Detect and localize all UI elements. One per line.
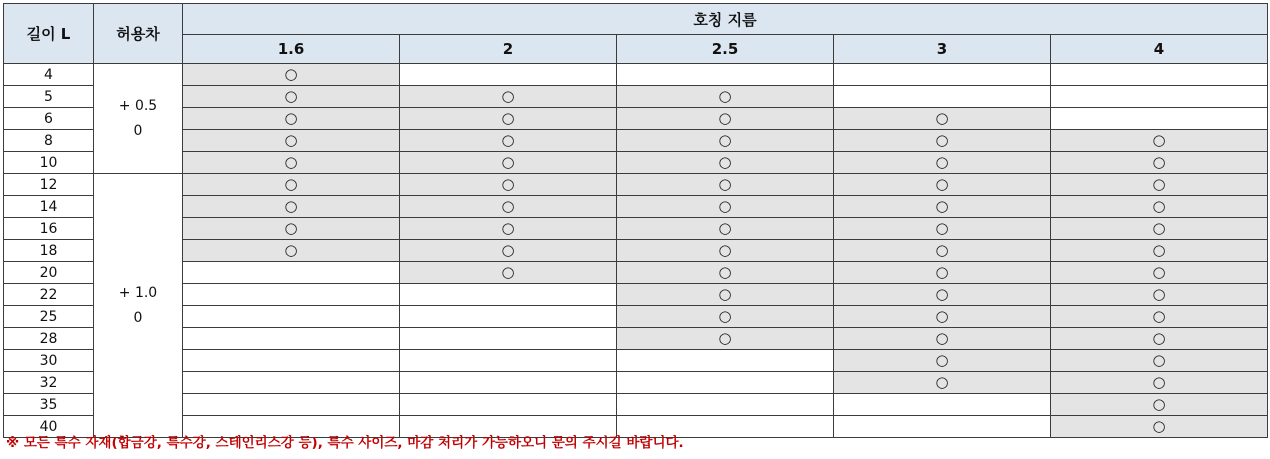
available-cell: [617, 130, 834, 152]
circle-mark-icon: ○: [501, 109, 515, 127]
length-value: 30: [4, 350, 94, 372]
tolerance-value: [94, 174, 183, 438]
available-cell: [1051, 328, 1268, 350]
tolerance-lower: 0: [133, 309, 143, 326]
table-row: [4, 86, 1268, 108]
circle-mark-icon: ○: [501, 219, 515, 237]
circle-mark-icon: ○: [718, 307, 732, 325]
circle-mark-icon: ○: [1152, 351, 1166, 369]
length-value: 40: [4, 416, 94, 438]
circle-mark-icon: ○: [284, 65, 298, 83]
available-cell: [1051, 130, 1268, 152]
empty-cell: [834, 394, 1051, 416]
length-value: 6: [4, 108, 94, 130]
table-row: [4, 174, 1268, 196]
available-cell: [400, 108, 617, 130]
tolerance-column-header: 허용차: [94, 4, 183, 64]
tolerance-value: [94, 64, 183, 174]
available-cell: [834, 196, 1051, 218]
empty-cell: [183, 328, 400, 350]
available-cell: [617, 174, 834, 196]
available-cell: [183, 174, 400, 196]
available-cell: [834, 350, 1051, 372]
available-cell: [183, 152, 400, 174]
table-row: [4, 262, 1268, 284]
circle-mark-icon: ○: [1152, 373, 1166, 391]
available-cell: [400, 174, 617, 196]
empty-cell: [183, 284, 400, 306]
available-cell: [834, 328, 1051, 350]
empty-cell: [400, 328, 617, 350]
tolerance-upper: + 0.5: [118, 97, 158, 114]
circle-mark-icon: ○: [935, 197, 949, 215]
available-cell: [617, 240, 834, 262]
length-value: 4: [4, 64, 94, 86]
available-cell: [1051, 372, 1268, 394]
available-cell: [1051, 416, 1268, 438]
circle-mark-icon: ○: [501, 197, 515, 215]
empty-cell: [183, 306, 400, 328]
available-cell: [834, 152, 1051, 174]
available-cell: [1051, 240, 1268, 262]
circle-mark-icon: ○: [1152, 263, 1166, 281]
circle-mark-icon: ○: [718, 109, 732, 127]
circle-mark-icon: ○: [284, 197, 298, 215]
available-cell: [834, 284, 1051, 306]
circle-mark-icon: ○: [935, 329, 949, 347]
circle-mark-icon: ○: [935, 285, 949, 303]
empty-cell: [1051, 86, 1268, 108]
empty-cell: [183, 394, 400, 416]
available-cell: [400, 152, 617, 174]
circle-mark-icon: ○: [1152, 285, 1166, 303]
circle-mark-icon: ○: [501, 87, 515, 105]
circle-mark-icon: ○: [1152, 197, 1166, 215]
available-cell: [1051, 218, 1268, 240]
circle-mark-icon: ○: [1152, 417, 1166, 435]
circle-mark-icon: ○: [284, 153, 298, 171]
available-cell: [183, 240, 400, 262]
table-header: [4, 4, 1268, 64]
table-row: [4, 130, 1268, 152]
available-cell: [1051, 174, 1268, 196]
circle-mark-icon: ○: [935, 351, 949, 369]
circle-mark-icon: ○: [1152, 153, 1166, 171]
available-cell: [1051, 284, 1268, 306]
table-row: [4, 196, 1268, 218]
table-row: [4, 306, 1268, 328]
length-diameter-table: [3, 3, 1268, 438]
available-cell: [617, 284, 834, 306]
available-cell: [617, 262, 834, 284]
available-cell: [400, 240, 617, 262]
tolerance-upper: + 1.0: [118, 284, 158, 301]
circle-mark-icon: ○: [718, 197, 732, 215]
available-cell: [834, 262, 1051, 284]
available-cell: [834, 372, 1051, 394]
available-cell: [834, 218, 1051, 240]
circle-mark-icon: ○: [718, 153, 732, 171]
circle-mark-icon: ○: [1152, 175, 1166, 193]
available-cell: [183, 218, 400, 240]
available-cell: [834, 130, 1051, 152]
circle-mark-icon: ○: [935, 373, 949, 391]
circle-mark-icon: ○: [501, 131, 515, 149]
available-cell: [834, 174, 1051, 196]
circle-mark-icon: ○: [1152, 307, 1166, 325]
circle-mark-icon: ○: [501, 263, 515, 281]
available-cell: [183, 64, 400, 86]
available-cell: [617, 108, 834, 130]
available-cell: [183, 108, 400, 130]
table-row: [4, 284, 1268, 306]
table-body: [4, 64, 1268, 438]
table-row: [4, 64, 1268, 86]
circle-mark-icon: ○: [935, 219, 949, 237]
empty-cell: [400, 284, 617, 306]
circle-mark-icon: ○: [1152, 131, 1166, 149]
circle-mark-icon: ○: [284, 175, 298, 193]
table-row: [4, 350, 1268, 372]
available-cell: [183, 196, 400, 218]
length-value: 5: [4, 86, 94, 108]
empty-cell: [834, 416, 1051, 438]
circle-mark-icon: ○: [718, 175, 732, 193]
available-cell: [617, 152, 834, 174]
circle-mark-icon: ○: [718, 285, 732, 303]
table-row: [4, 108, 1268, 130]
available-cell: [1051, 262, 1268, 284]
circle-mark-icon: ○: [501, 153, 515, 171]
circle-mark-icon: ○: [284, 131, 298, 149]
available-cell: [617, 196, 834, 218]
circle-mark-icon: ○: [718, 241, 732, 259]
circle-mark-icon: ○: [718, 87, 732, 105]
available-cell: [1051, 350, 1268, 372]
circle-mark-icon: ○: [284, 241, 298, 259]
available-cell: [1051, 152, 1268, 174]
circle-mark-icon: ○: [935, 307, 949, 325]
nominal-diameter-header: 호칭 지름: [183, 4, 1268, 35]
circle-mark-icon: ○: [935, 109, 949, 127]
empty-cell: [617, 64, 834, 86]
available-cell: [834, 240, 1051, 262]
table-row: [4, 394, 1268, 416]
circle-mark-icon: ○: [1152, 241, 1166, 259]
length-value: 10: [4, 152, 94, 174]
empty-cell: [1051, 108, 1268, 130]
diameter-header: 1.6: [183, 35, 400, 64]
empty-cell: [183, 350, 400, 372]
circle-mark-icon: ○: [935, 263, 949, 281]
footnote: ※ 모든 특수 자재(합금강, 특수강, 스테인리스강 등), 특수 사이즈, 마감 처리가 가능하오니 문의 주시길 바랍니다.: [6, 435, 684, 451]
length-value: 25: [4, 306, 94, 328]
available-cell: [400, 218, 617, 240]
available-cell: [1051, 394, 1268, 416]
circle-mark-icon: ○: [935, 131, 949, 149]
available-cell: [400, 86, 617, 108]
circle-mark-icon: ○: [284, 87, 298, 105]
length-value: 8: [4, 130, 94, 152]
empty-cell: [1051, 64, 1268, 86]
length-value: 18: [4, 240, 94, 262]
length-value: 28: [4, 328, 94, 350]
length-value: 14: [4, 196, 94, 218]
available-cell: [400, 130, 617, 152]
available-cell: [617, 328, 834, 350]
circle-mark-icon: ○: [718, 263, 732, 281]
empty-cell: [183, 372, 400, 394]
diameter-header: 4: [1051, 35, 1268, 64]
empty-cell: [400, 350, 617, 372]
available-cell: [617, 306, 834, 328]
circle-mark-icon: ○: [935, 153, 949, 171]
available-cell: [834, 306, 1051, 328]
circle-mark-icon: ○: [501, 241, 515, 259]
circle-mark-icon: ○: [284, 109, 298, 127]
circle-mark-icon: ○: [718, 131, 732, 149]
circle-mark-icon: ○: [284, 219, 298, 237]
table-row: [4, 328, 1268, 350]
circle-mark-icon: ○: [1152, 395, 1166, 413]
available-cell: [834, 108, 1051, 130]
empty-cell: [183, 262, 400, 284]
empty-cell: [400, 372, 617, 394]
empty-cell: [617, 372, 834, 394]
empty-cell: [400, 394, 617, 416]
available-cell: [183, 130, 400, 152]
available-cell: [617, 86, 834, 108]
circle-mark-icon: ○: [1152, 329, 1166, 347]
circle-mark-icon: ○: [718, 219, 732, 237]
available-cell: [617, 218, 834, 240]
empty-cell: [834, 86, 1051, 108]
circle-mark-icon: ○: [718, 329, 732, 347]
available-cell: [1051, 306, 1268, 328]
empty-cell: [400, 306, 617, 328]
diameter-header: 2: [400, 35, 617, 64]
circle-mark-icon: ○: [1152, 219, 1166, 237]
diameter-header: 3: [834, 35, 1051, 64]
table-row: [4, 152, 1268, 174]
table-row: [4, 218, 1268, 240]
available-cell: [400, 196, 617, 218]
circle-mark-icon: ○: [935, 175, 949, 193]
circle-mark-icon: ○: [935, 241, 949, 259]
length-value: 20: [4, 262, 94, 284]
empty-cell: [400, 64, 617, 86]
table-row: [4, 240, 1268, 262]
diameter-header: 2.5: [617, 35, 834, 64]
table-row: [4, 372, 1268, 394]
available-cell: [1051, 196, 1268, 218]
tolerance-lower: 0: [133, 122, 143, 139]
length-value: 16: [4, 218, 94, 240]
length-value: 32: [4, 372, 94, 394]
length-value: 35: [4, 394, 94, 416]
length-value: 12: [4, 174, 94, 196]
empty-cell: [617, 350, 834, 372]
available-cell: [400, 262, 617, 284]
circle-mark-icon: ○: [501, 175, 515, 193]
length-column-header: 길이 L: [4, 4, 94, 64]
length-value: 22: [4, 284, 94, 306]
empty-cell: [834, 64, 1051, 86]
empty-cell: [617, 394, 834, 416]
available-cell: [183, 86, 400, 108]
